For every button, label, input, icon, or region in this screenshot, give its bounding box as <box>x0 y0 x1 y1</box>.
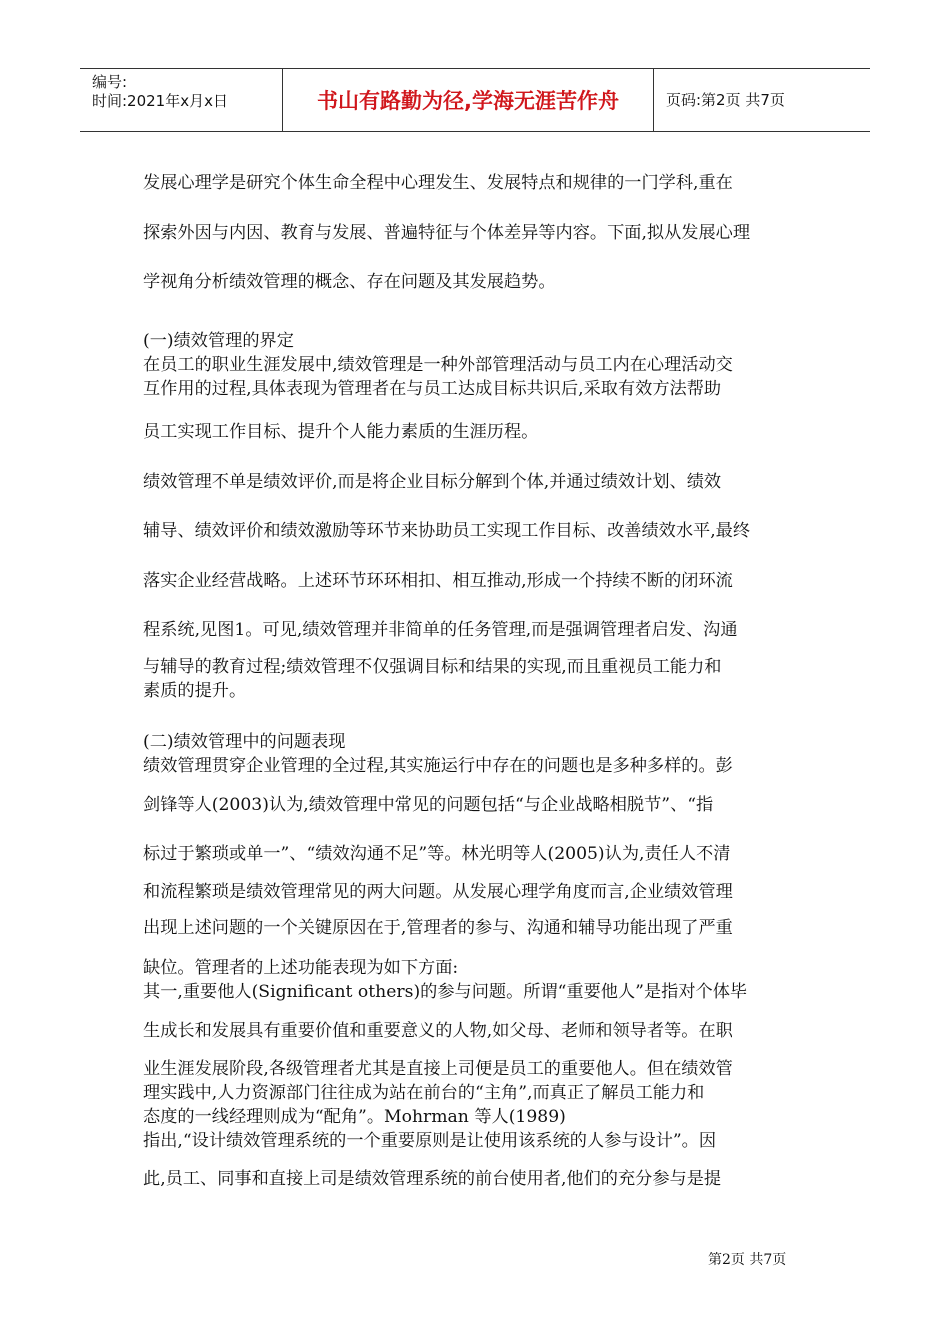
body-text-line: 素质的提升。 <box>143 681 247 701</box>
body-text-line: 互作用的过程,具体表现为管理者在与员工达成目标共识后,采取有效方法帮助 <box>143 379 722 399</box>
body-text-line: 员工实现工作目标、提升个人能力素质的生涯历程。 <box>143 422 539 442</box>
body-text-line: 出现上述问题的一个关键原因在于,管理者的参与、沟通和辅导功能出现了严重 <box>143 918 733 938</box>
section-heading: (二)绩效管理中的问题表现 <box>143 732 346 752</box>
body-text-line: 指出,“设计绩效管理系统的一个重要原则是让使用该系统的人参与设计”。因 <box>143 1131 717 1151</box>
page-header <box>80 68 870 132</box>
body-text-line: 态度的一线经理则成为“配角”。Mohrman 等人(1989) <box>143 1107 566 1127</box>
header-motto-cell <box>283 69 654 131</box>
body-text-line: 在员工的职业生涯发展中,绩效管理是一种外部管理活动与员工内在心理活动交 <box>143 355 733 375</box>
body-text-line: 与辅导的教育过程;绩效管理不仅强调目标和结果的实现,而且重视员工能力和 <box>143 657 722 677</box>
body-text-line: 其一,重要他人(Significant others)的参与问题。所谓“重要他人”是指对个体毕 <box>143 982 748 1002</box>
body-text-line: 业生涯发展阶段,各级管理者尤其是直接上司便是员工的重要他人。但在绩效管 <box>143 1059 733 1079</box>
header-motto: 书山有路勤为径,学海无涯苦作舟 <box>317 89 619 113</box>
document-number-label: 编号: <box>92 73 128 91</box>
body-text-line: 理实践中,人力资源部门往往成为站在前台的“主角”,而真正了解员工能力和 <box>143 1083 705 1103</box>
body-text-line: 辅导、绩效评价和绩效激励等环节来协助员工实现工作目标、改善绩效水平,最终 <box>143 521 751 541</box>
section-heading: (一)绩效管理的界定 <box>143 331 294 351</box>
body-text-line: 剑锋等人(2003)认为,绩效管理中常见的问题包括“与企业战略相脱节”、“指 <box>143 795 714 815</box>
body-text-line: 缺位。管理者的上述功能表现为如下方面: <box>143 958 459 978</box>
body-text-line: 和流程繁琐是绩效管理常见的两大问题。从发展心理学角度而言,企业绩效管理 <box>143 882 733 902</box>
header-page-cell <box>654 69 870 131</box>
body-text-line: 发展心理学是研究个体生命全程中心理发生、发展特点和规律的一门学科,重在 <box>143 173 733 193</box>
header-info-cell <box>80 69 283 131</box>
header-page-number: 页码:第2页 共7页 <box>666 91 785 109</box>
body-text-line: 学视角分析绩效管理的概念、存在问题及其发展趋势。 <box>143 272 556 292</box>
body-text-line: 程系统,见图1。可见,绩效管理并非简单的任务管理,而是强调管理者启发、沟通 <box>143 620 738 640</box>
body-text-line: 绩效管理不单是绩效评价,而是将企业目标分解到个体,并通过绩效计划、绩效 <box>143 472 722 492</box>
body-text-line: 此,员工、同事和直接上司是绩效管理系统的前台使用者,他们的充分参与是提 <box>143 1169 722 1189</box>
body-text-line: 绩效管理贯穿企业管理的全过程,其实施运行中存在的问题也是多种多样的。彭 <box>143 756 733 776</box>
document-time-label: 时间:2021年x月x日 <box>92 92 228 110</box>
body-text-line: 落实企业经营战略。上述环节环环相扣、相互推动,形成一个持续不断的闭环流 <box>143 571 733 591</box>
body-text-line: 生成长和发展具有重要价值和重要意义的人物,如父母、老师和领导者等。在职 <box>143 1021 733 1041</box>
body-text-line: 标过于繁琐或单一”、“绩效沟通不足”等。林光明等人(2005)认为,责任人不清 <box>143 844 731 864</box>
footer-page-number: 第2页 共7页 <box>708 1252 787 1268</box>
body-text-line: 探索外因与内因、教育与发展、普遍特征与个体差异等内容。下面,拟从发展心理 <box>143 223 751 243</box>
